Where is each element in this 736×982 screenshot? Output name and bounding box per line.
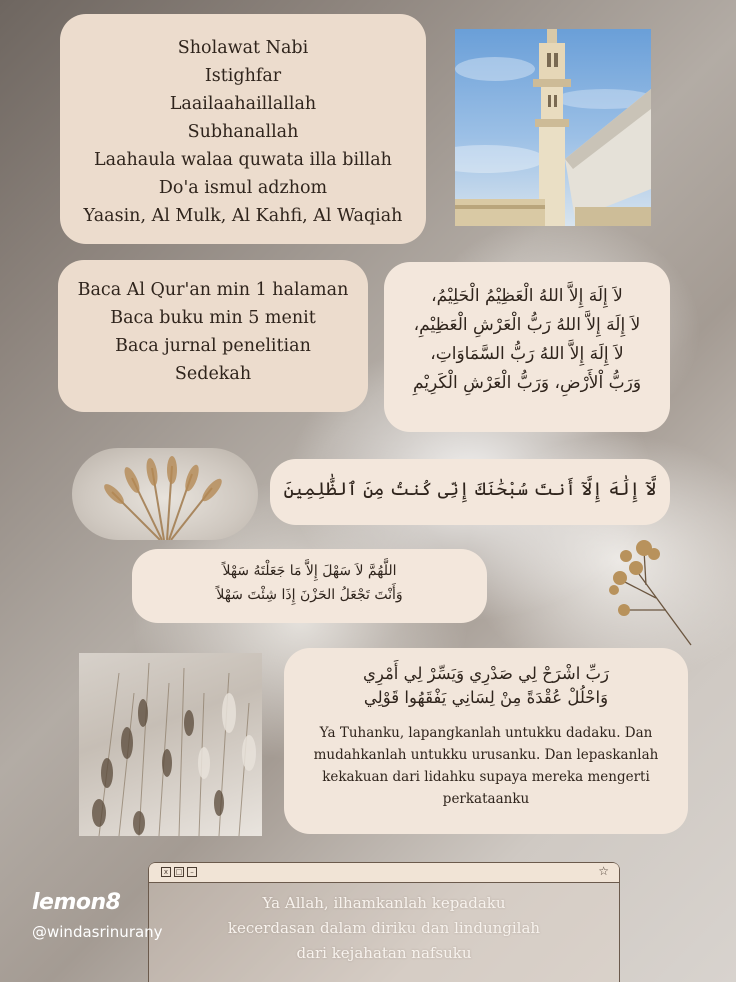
mosque-illustration xyxy=(455,29,651,226)
reading-item: Baca Al Qur'an min 1 halaman xyxy=(77,280,349,300)
dzikir-item: Laahaula walaa quwata illa billah xyxy=(94,150,392,170)
dzikir-item: Do'a ismul adzhom xyxy=(158,178,328,198)
dzikir-item: Subhanallah xyxy=(187,122,299,142)
star-icon: ☆ xyxy=(598,864,609,878)
lemon8-logo: lemon8 xyxy=(32,890,121,915)
prayer-line: dari kejahatan nafsuku xyxy=(296,944,472,962)
dried-grass-illustration xyxy=(79,653,262,836)
dzikir-item: Laailaahaillallah xyxy=(169,94,317,114)
arabic-line: وَرَبُّ اْلأَرْضِ، وَرَبُّ الْعَرْشِ الْكَرِيْمِ xyxy=(412,373,642,393)
prayer-window xyxy=(148,862,620,982)
arabic-line: رَبِّ اشْرَحْ لِي صَدْرِي وَيَسِّرْ لِي أَمْرِي xyxy=(362,664,610,683)
username: @windasrinurany xyxy=(32,923,163,941)
doa-arabic-card xyxy=(384,262,670,432)
mosque-minaret-photo xyxy=(455,29,651,226)
reading-item: Baca buku min 5 menit xyxy=(110,308,316,328)
maximize-icon: □ xyxy=(175,868,183,876)
dried-grass-photo xyxy=(79,653,262,836)
prayer-line: Ya Allah, ilhamkanlah kepadaku xyxy=(262,894,506,912)
window-title-bar xyxy=(149,863,619,883)
reading-list-card xyxy=(58,260,368,412)
arabic-line: اللَّهُمَّ لاَ سَهْلَ إِلاَّ مَا جَعَلْتَهُ سَهْلاً xyxy=(222,563,397,579)
prayer-line: kecerdasan dalam diriku dan lindungilah xyxy=(227,919,541,937)
arabic-line: وَأَنْتَ تَجْعَلُ الحَزْنَ إِذَا شِئْتَ سَهْلاً xyxy=(216,587,403,603)
doa-kemudahan-card xyxy=(132,549,487,623)
doa-rabbi-card xyxy=(284,648,688,834)
dried-flower-sprig xyxy=(596,530,696,650)
arabic-line: وَاحْلُلْ عُقْدَةً مِنْ لِسَانِي يَفْقَهُوا قَوْلِي xyxy=(363,688,609,707)
dzikir-item: Sholawat Nabi xyxy=(177,38,309,58)
arabic-line: لاَ إِلَهَ إِلاَّ اللهُ الْعَظِيْمُ الْحَلِيْمُ، xyxy=(431,286,623,306)
window-prayer-text xyxy=(149,883,619,966)
dzikir-item: Yaasin, Al Mulk, Al Kahfi, Al Waqiah xyxy=(83,206,403,226)
dzikir-list-card xyxy=(60,14,426,244)
watermark xyxy=(32,890,163,941)
doa-yunus-card xyxy=(270,459,670,525)
arabic-line: لَّآ إِلَٰهَ إِلَّآ أَنتَ سُبْحَٰنَكَ إِنِّى كُنتُ مِنَ ٱلظَّٰلِمِينَ xyxy=(283,479,657,500)
translation-text: Ya Tuhanku, lapangkanlah untukku dadaku. Dan mudahkanlah untukku urusanku. Dan lepaskanlah kekakuan dari lidahku supaya mereka mengerti perkataanku xyxy=(313,725,659,807)
arabic-line: لاَ إِلَهَ إِلاَّ اللهُ رَبُّ السَّمَاوَاتِ، xyxy=(430,344,624,364)
reading-item: Sedekah xyxy=(174,364,252,384)
dzikir-item: Istighfar xyxy=(204,66,282,86)
pampas-illustration xyxy=(72,448,258,540)
arabic-line: لاَ إِلَهَ إِلاَّ اللهُ رَبُّ الْعَرْشِ الْعَظِيْمِ، xyxy=(413,315,641,335)
pampas-grass-photo xyxy=(72,448,258,540)
reading-item: Baca jurnal penelitian xyxy=(115,336,311,356)
close-icon: x xyxy=(161,867,171,877)
minimize-icon: – xyxy=(187,867,197,877)
